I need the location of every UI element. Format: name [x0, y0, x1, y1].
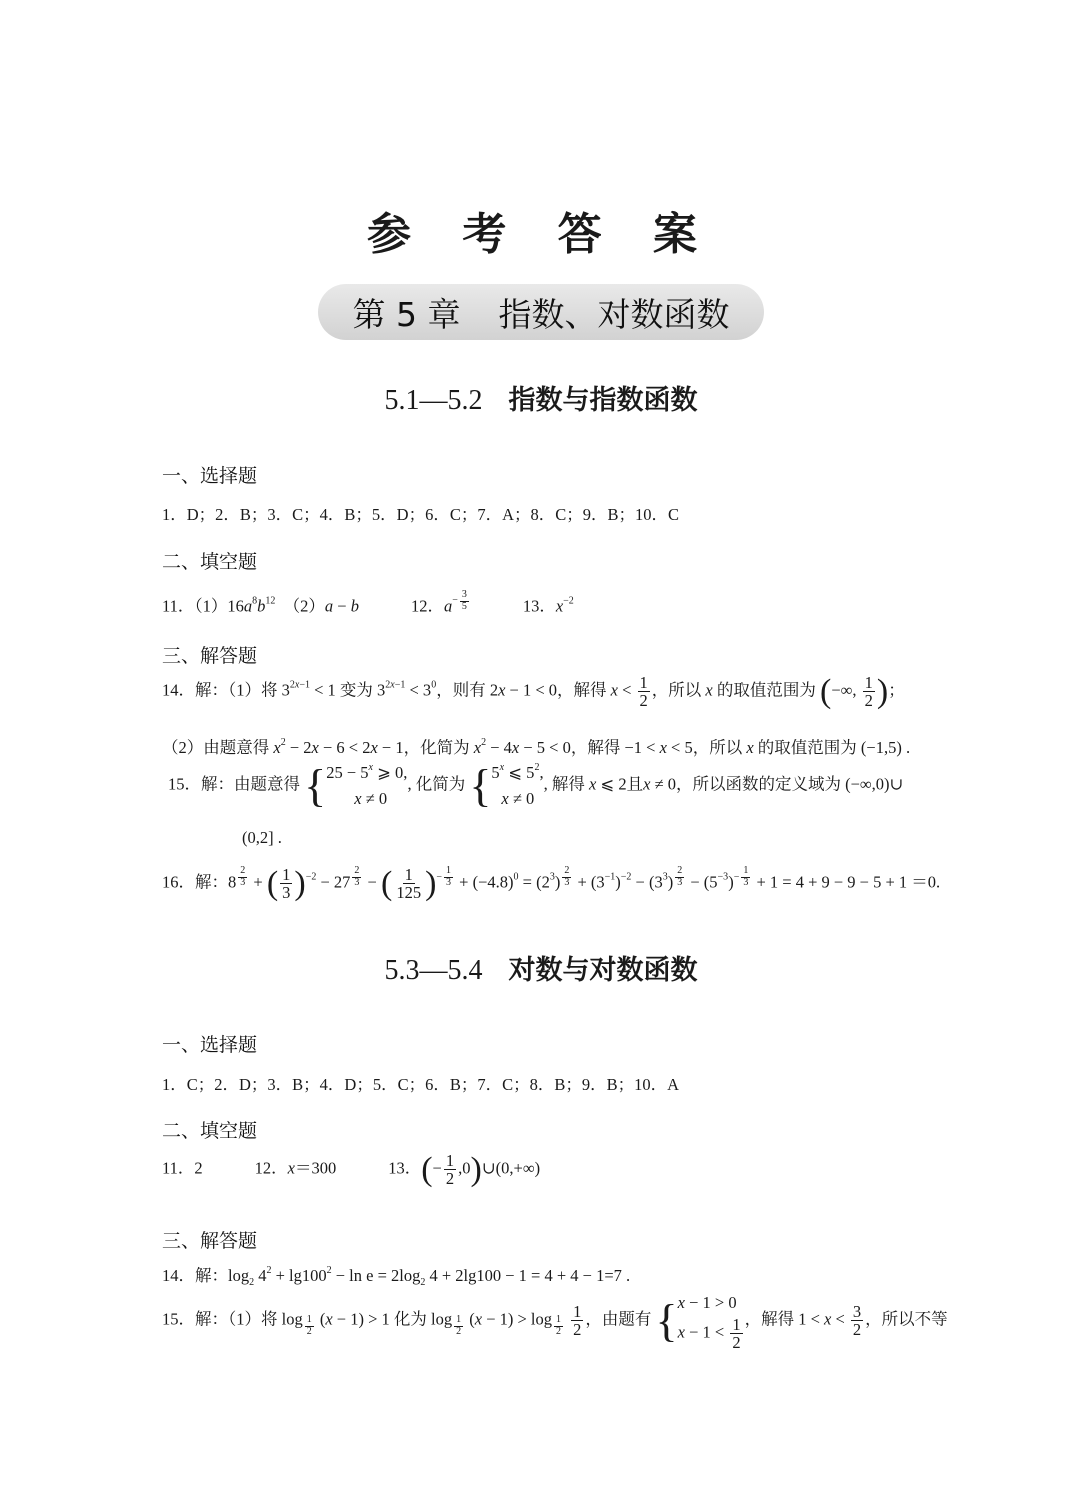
chapter-banner [318, 284, 764, 340]
solution-15: 15．解：由题意得 { $25 - 5^x$ ⩾ 0, x ≠ 0 , 化简为 { 5$^x$ ⩽ $5^2$, x ≠ 0 , 解得 x ⩽ 2且x ≠ 0，所以函数的定义域为 (−∞,0)∪ [168, 759, 904, 811]
solution-16: 16．解：8 $^{\frac{2}{3}}$ + ( $\frac{1}{3}$ )$^{-2}$ − 27 $^{\frac{2}{3}}$ − ( $\frac{1}{125}$ )$^{- \frac{1}{3}}$ + $(-4.8)^0 = (2^3)$ $^{\frac{2}{3}}$ + $(3^{-1})^{-2} - (3^3)$ $^{\frac{2}{3}}$ − $(5^{-3})^{- \frac{1}{3}}$ + 1 = 4 + 9 − 9 − 5 + 1 ＝0. [162, 864, 941, 903]
choice-answers-1: 1．D；2．B；3．C；4．B；5．D；6．C；7．A；8．C；9．B；10．C [162, 505, 680, 524]
chapter-number: 第 5 章 [352, 294, 461, 334]
solution-14-part2: （2）由题意得 $x^2 - 2x - 6 < 2x - 1$，化简为 $x^2 - 4x - 5 < 0$，解得 −1 < x < 5，所以 x 的取值范围为 (−1,5) . [162, 737, 911, 757]
page-title: 参 考 答 案 [367, 209, 715, 260]
section-title-2: 5.3—5.4 对数与对数函数 [384, 955, 698, 986]
heading-solve-1: 三、解答题 [162, 645, 258, 667]
section-title-1: 5.1—5.2 指数与指数函数 [384, 385, 698, 416]
solution-log-14: 14．解：$\log_2 4^2 + \lg 100^2 - \ln e = 2\log_2$ 4 + 2lg100 − 1 = 4 + 4 − 1=7 . [162, 1265, 631, 1288]
heading-choice-1: 一、选择题 [162, 465, 258, 487]
solution-15-cont: (0,2] . [242, 828, 282, 847]
heading-fill-1: 二、填空题 [162, 551, 258, 573]
heading-solve-2: 三、解答题 [162, 1230, 258, 1252]
heading-choice-2: 一、选择题 [162, 1034, 258, 1056]
solution-log-15: 15．解：（1）将 log $_{\frac{1}{2}}$ (x − 1) > 1 化为 log $_{\frac{1}{2}}$ (x − 1) > log $_{\frac{1}{2}}$ $\frac{1}{2}$ ，由题有 { x − 1 > 0 x − 1 < $\frac{1}{2}$ ，解得 1 < x < $\frac{3}{2}$ ，所以不等 [162, 1293, 948, 1352]
fill-answers-1: 11．$(1)16a^8b^{12}$ （2）a − b 12．$a^{- \frac{3}{5}}$ 13．$x^{-2}$ [162, 589, 574, 616]
chapter-name: 指数、对数函数 [498, 294, 730, 334]
fill-answers-2: 11．2 12．x＝300 13．(− $\frac{1}{2}$ ,0)∪(0,+∞) [162, 1150, 541, 1189]
solution-14: 14．解：（1）将 $3^{2x-1} < 1$ 变为 $3^{2x-1} < 3^0$，则有 2x − 1 < 0，解得 x < $\frac{1}{2}$ ，所以 x 的取值范围为 (−∞, $\frac{1}{2}$ )； [162, 672, 905, 711]
choice-answers-2: 1．C；2．D；3．B；4．D；5．C；6．B；7．C；8．B；9．B；10．A [162, 1075, 680, 1094]
heading-fill-2: 二、填空题 [162, 1120, 258, 1142]
